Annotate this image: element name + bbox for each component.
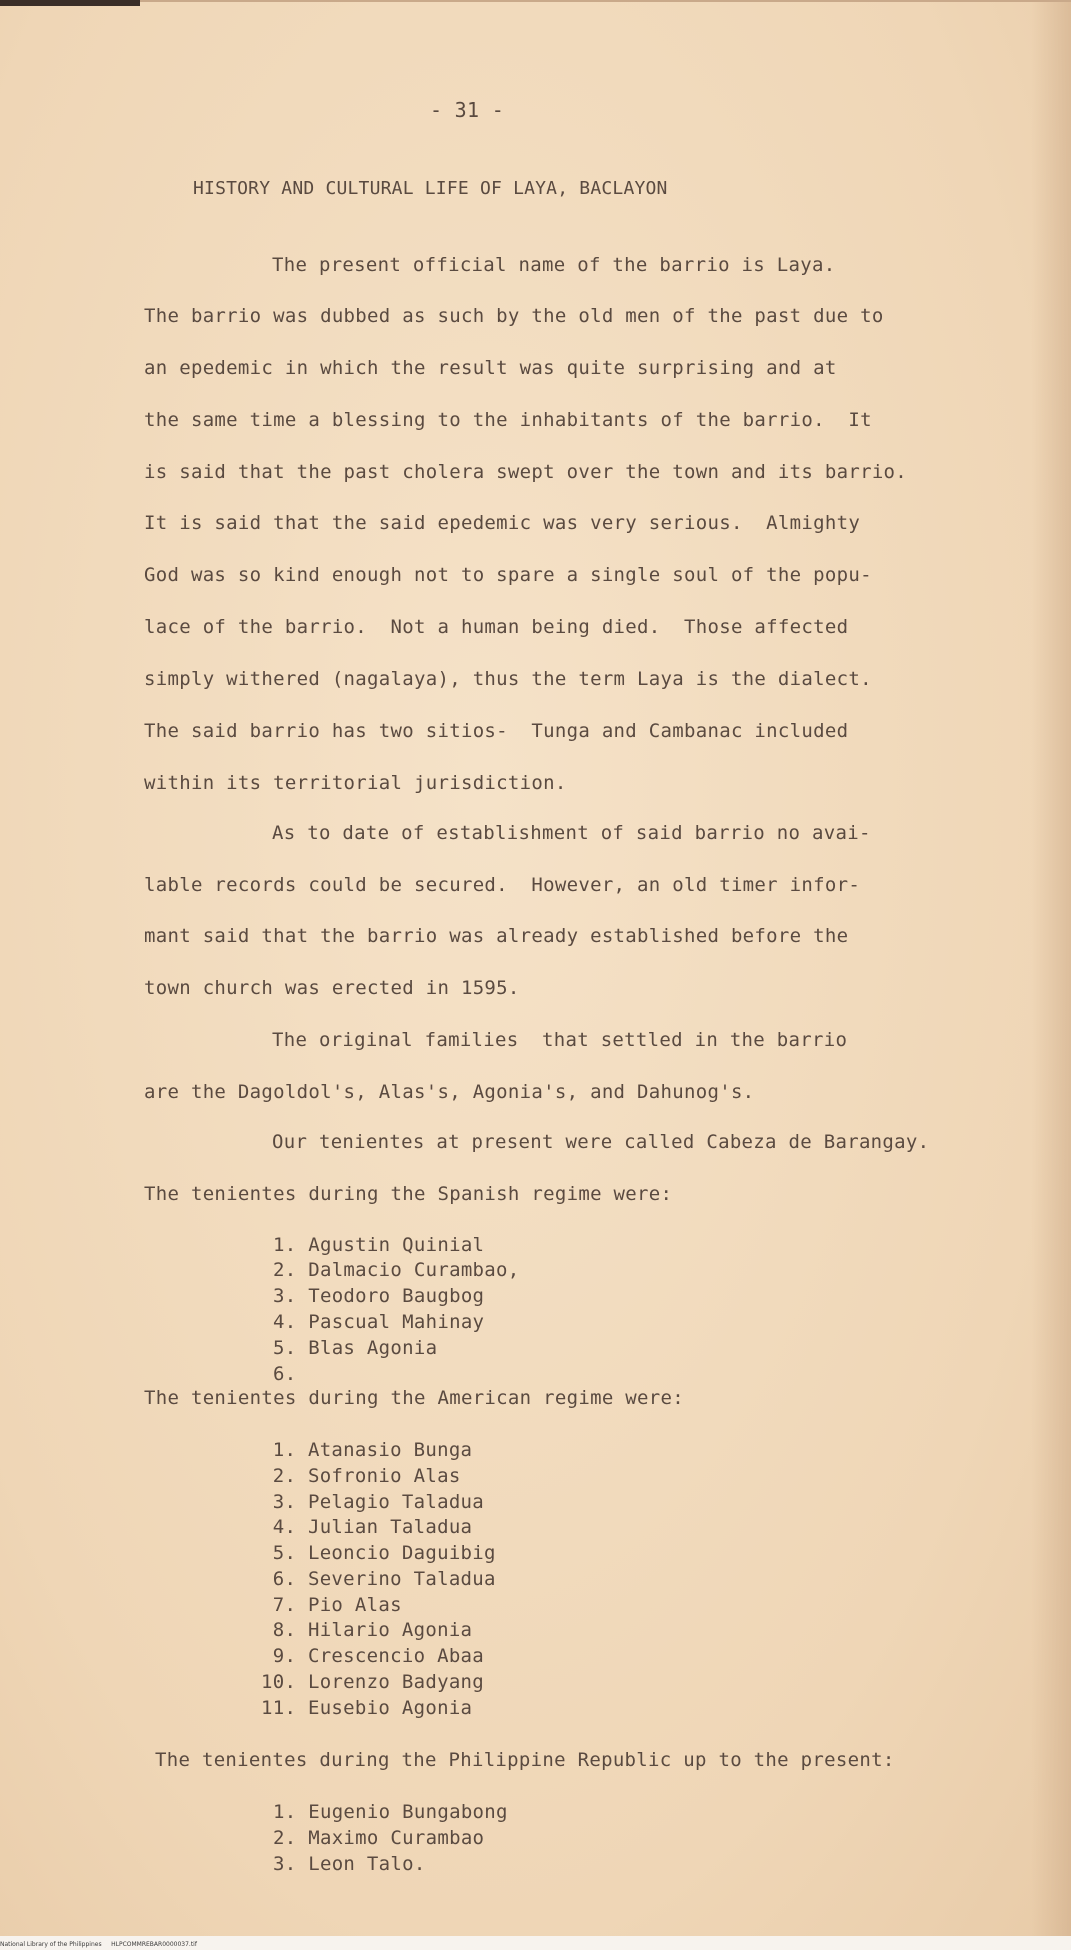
list-item: 10. Lorenzo Badyang xyxy=(261,1671,485,1693)
paragraph-line: are the Dagoldol's, Alas's, Agonia's, and Dahunog's. xyxy=(144,1081,755,1103)
list-item: 3. Pelagio Taladua xyxy=(261,1491,485,1513)
list-item: 6. Severino Taladua xyxy=(261,1568,496,1590)
paragraph-line: The tenientes during the Spanish regime were: xyxy=(144,1183,673,1205)
paragraph-line: an epedemic in which the result was quite surprising and at xyxy=(144,357,837,379)
list-item: 3. Leon Talo. xyxy=(273,1853,426,1875)
scan-footer: National Library of the Philippines HLPCOMMREBAR0000037.tif xyxy=(0,1941,197,1948)
paragraph-line: simply withered (nagalaya), thus the term Laya is the dialect. xyxy=(144,668,872,690)
paragraph-line: lace of the barrio. Not a human being died. Those affected xyxy=(144,616,849,638)
list-item: 6. xyxy=(273,1363,297,1385)
paragraph-line: The original families that settled in the barrio xyxy=(272,1029,848,1051)
list-item: 3. Teodoro Baugbog xyxy=(273,1285,485,1307)
paragraph-line: As to date of establishment of said barrio no avai- xyxy=(272,822,871,844)
page-number: - 31 - xyxy=(430,98,505,122)
paragraph-line: within its territorial jurisdiction. xyxy=(144,772,567,794)
paragraph-line: It is said that the said epedemic was very serious. Almighty xyxy=(144,512,861,534)
paragraph-line: mant said that the barrio was already established before the xyxy=(144,925,849,947)
paragraph-line: town church was erected in 1595. xyxy=(144,977,520,999)
list-item: 7. Pio Alas xyxy=(261,1594,402,1616)
scan-top-line xyxy=(140,0,1071,2)
list-item: 1. Atanasio Bunga xyxy=(261,1439,473,1461)
list-item: 1. Agustin Quinial xyxy=(273,1234,485,1256)
paragraph-line: The barrio was dubbed as such by the old men of the past due to xyxy=(144,305,884,327)
paragraph-line: the same time a blessing to the inhabitants of the barrio. It xyxy=(144,409,872,431)
document-title: HISTORY AND CULTURAL LIFE OF LAYA, BACLAYON xyxy=(193,178,668,199)
section-heading: The tenientes during the Philippine Republic up to the present: xyxy=(155,1749,895,1771)
paragraph-line: God was so kind enough not to spare a single soul of the popu- xyxy=(144,564,872,586)
section-heading: The tenientes during the American regime were: xyxy=(144,1387,684,1409)
page-edge-shadow xyxy=(1031,0,1071,1950)
list-item: 8. Hilario Agonia xyxy=(261,1619,473,1641)
paragraph-line: lable records could be secured. However, an old timer infor- xyxy=(144,874,861,896)
paragraph-line: Our tenientes at present were called Cabeza de Barangay. xyxy=(272,1131,930,1153)
paragraph-line: The present official name of the barrio is Laya. xyxy=(272,254,836,276)
list-item: 4. Julian Taladua xyxy=(261,1516,473,1538)
paragraph-line: is said that the past cholera swept over the town and its barrio. xyxy=(144,461,908,483)
list-item: 4. Pascual Mahinay xyxy=(273,1311,485,1333)
scan-top-strip xyxy=(0,0,140,6)
list-item: 11. Eusebio Agonia xyxy=(261,1697,473,1719)
list-item: 1. Eugenio Bungabong xyxy=(273,1801,508,1823)
list-item: 9. Crescencio Abaa xyxy=(261,1645,485,1667)
list-item: 2. Maximo Curambao xyxy=(273,1827,485,1849)
list-item: 2. Dalmacio Curambao, xyxy=(273,1259,520,1281)
paragraph-line: The said barrio has two sitios- Tunga and Cambanac included xyxy=(144,720,849,742)
list-item: 2. Sofronio Alas xyxy=(261,1465,461,1487)
list-item: 5. Blas Agonia xyxy=(273,1337,438,1359)
list-item: 5. Leoncio Daguibig xyxy=(261,1542,496,1564)
